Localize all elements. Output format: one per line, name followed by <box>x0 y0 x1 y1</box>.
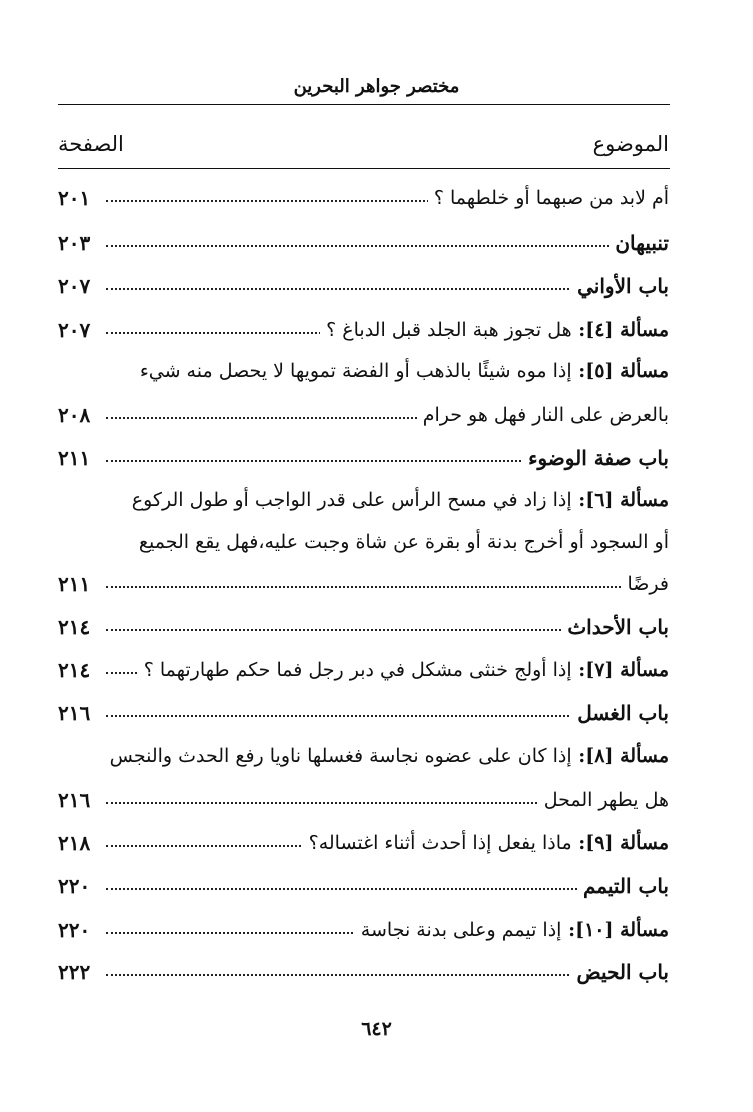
issue-label: مسألة [٦]: <box>571 489 669 511</box>
toc-page-number: ٢٠١ <box>58 186 91 210</box>
toc-entry <box>58 828 669 858</box>
entry-title: باب الأحداث <box>567 615 669 639</box>
toc-entry-text <box>138 655 669 685</box>
entry-title: أم لابد من صبهما أو خلطهما ؟ <box>433 187 669 209</box>
toc-entry-text <box>577 871 669 901</box>
toc-page-number: ٢٠٨ <box>58 403 91 427</box>
toc-entry <box>58 612 669 642</box>
toc-entry <box>58 785 669 815</box>
toc-page-number: ٢٠٧ <box>58 274 91 298</box>
toc-entry-text <box>58 356 669 386</box>
toc-entry <box>58 655 669 685</box>
toc-page-number: ٢١٤ <box>58 658 91 682</box>
toc-entry-text <box>417 400 669 430</box>
toc-entry <box>58 957 669 987</box>
toc-page-number: ٢٠٧ <box>58 318 91 342</box>
toc-entry <box>58 400 669 430</box>
toc-page-number: ٢١٤ <box>58 615 91 639</box>
toc-page-number: ٢١١ <box>58 572 91 596</box>
entry-title: باب الأواني <box>577 274 669 298</box>
toc-entry-text <box>320 315 669 345</box>
toc-page-number: ٢٢٠ <box>58 874 91 898</box>
leader-dots <box>106 245 669 247</box>
entry-title: ماذا يفعل إذا أحدث أثناء اغتساله؟ <box>308 832 572 854</box>
toc-page-number: ٢٠٣ <box>58 231 91 255</box>
toc-entry-text <box>622 569 670 599</box>
toc-entry <box>58 569 669 599</box>
issue-label: مسألة [١٠]: <box>561 919 669 941</box>
toc-entry-continued <box>58 741 669 771</box>
issue-label: مسألة [٥]: <box>571 360 669 382</box>
entry-title: إذا أولج خنثى مشكل في دبر رجل فما حكم طهارتهما ؟ <box>143 659 572 681</box>
toc-entry-text <box>355 915 669 945</box>
issue-label: مسألة [٨]: <box>571 745 669 767</box>
column-header-rule <box>58 168 670 169</box>
toc-entry-continued <box>58 527 669 557</box>
toc-entry <box>58 228 669 258</box>
column-header-page: الصفحة <box>58 132 124 156</box>
toc-page-number: ٢١١ <box>58 446 91 470</box>
toc-page-number: ٢١٨ <box>58 831 91 855</box>
toc-entry-text <box>58 527 669 557</box>
toc-entry-text <box>571 271 669 301</box>
entry-title: إذا كان على عضوه نجاسة فغسلها ناويا رفع الحدث والنجس <box>109 745 572 767</box>
toc-page-number: ٢٢٠ <box>58 918 91 942</box>
running-title: مختصر جواهر البحرين <box>293 76 460 97</box>
entry-title: باب الحيض <box>576 960 669 984</box>
entry-title: تنبيهان <box>615 231 669 255</box>
toc-page-number: ٢١٦ <box>58 788 91 812</box>
toc-entry <box>58 443 669 473</box>
toc-entry-text <box>522 443 669 473</box>
toc-entry <box>58 271 669 301</box>
column-header-topic: الموضوع <box>592 132 669 156</box>
entry-title: باب صفة الوضوء <box>528 446 669 470</box>
entry-title: بالعرض على النار فهل هو حرام <box>422 404 669 426</box>
entry-title: فرضًا <box>627 573 669 595</box>
entry-title: إذا زاد في مسح الرأس على قدر الواجب أو طول الركوع <box>131 489 572 511</box>
toc-page-number: ٢١٦ <box>58 701 91 725</box>
leader-dots <box>106 586 669 588</box>
toc-entry <box>58 315 669 345</box>
toc-entry <box>58 698 669 728</box>
toc-entry <box>58 915 669 945</box>
toc-entry-continued <box>58 356 669 386</box>
toc-entry-text <box>428 183 669 213</box>
toc-entry <box>58 871 669 901</box>
toc-entry-text <box>570 957 669 987</box>
toc-entry-text <box>58 485 669 515</box>
toc-entry-text <box>571 698 669 728</box>
toc-entry-continued <box>58 485 669 515</box>
toc-entry-text <box>58 741 669 771</box>
entry-title: أو السجود أو أخرج بدنة أو بقرة عن شاة وجبت عليه،فهل يقع الجميع <box>138 531 669 553</box>
entry-title: باب الغسل <box>577 701 669 725</box>
header-rule <box>58 104 670 105</box>
toc-page-number: ٢٢٢ <box>58 960 91 984</box>
toc-entry-text <box>538 785 669 815</box>
entry-title: هل يطهر المحل <box>543 789 669 811</box>
entry-title: إذا تيمم وعلى بدنة نجاسة <box>360 919 562 941</box>
toc-entry-text <box>561 612 669 642</box>
toc-entry-text <box>303 828 669 858</box>
page-number: ٦٤٢ <box>361 1018 392 1040</box>
entry-title: باب التيمم <box>582 874 669 898</box>
toc-entry-text <box>609 228 669 258</box>
issue-label: مسألة [٧]: <box>571 659 669 681</box>
issue-label: مسألة [٩]: <box>571 832 669 854</box>
issue-label: مسألة [٤]: <box>571 319 669 341</box>
toc-entry <box>58 183 669 213</box>
entry-title: هل تجوز هبة الجلد قبل الدباغ ؟ <box>326 319 572 341</box>
entry-title: إذا موه شيئًا بالذهب أو الفضة تمويها لا يحصل منه شيء <box>139 360 572 382</box>
